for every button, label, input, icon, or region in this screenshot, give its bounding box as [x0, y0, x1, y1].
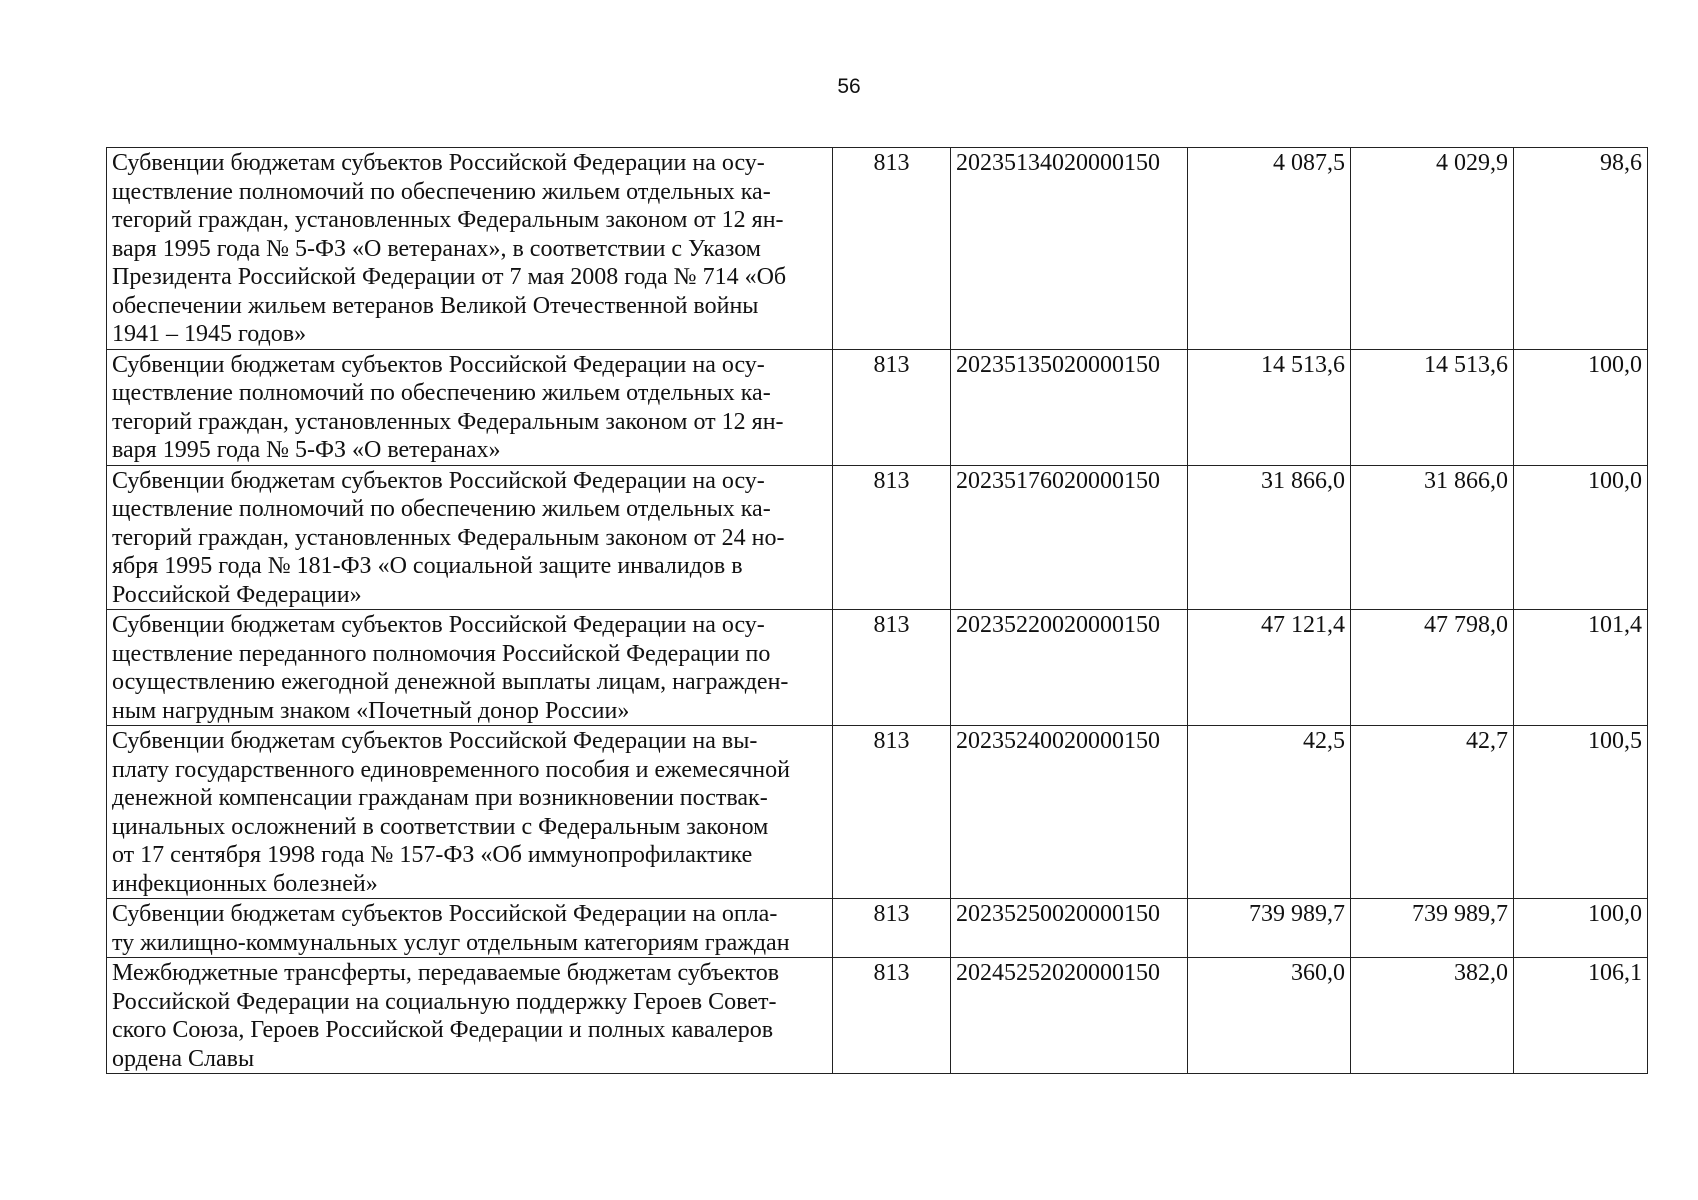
table-body	[107, 148, 1648, 1074]
cell-name-line: ского Союза, Героев Российской Федерации и полных кавалеров	[112, 1017, 774, 1043]
cell-name-line: ту жилищно-коммунальных услуг отдельным категориям граждан	[112, 929, 790, 956]
cell-budget-code: 20235135020000150	[951, 349, 1188, 465]
cell-name-line: тегорий граждан, установленных Федеральным законом от 24 но-	[112, 524, 785, 551]
cell-name-line: обеспечении жильем ветеранов Великой Отечественной войны	[112, 292, 759, 319]
cell-percent: 98,6	[1514, 148, 1648, 350]
cell-name	[107, 465, 833, 610]
cell-name-line: ществление полномочий по обеспечению жильем отдельных ка-	[112, 380, 771, 406]
table-row	[107, 726, 1648, 899]
cell-fact-amount: 42,7	[1351, 726, 1514, 899]
cell-percent: 100,0	[1514, 349, 1648, 465]
cell-name-line: денежной компенсации гражданам при возникновении поствак-	[112, 785, 768, 811]
cell-name	[107, 726, 833, 899]
cell-name-line: варя 1995 года № 5-ФЗ «О ветеранах»	[112, 437, 501, 463]
table-row	[107, 958, 1648, 1074]
cell-admin-code: 813	[833, 610, 951, 726]
cell-name-line: Российской Федерации на социальную поддержку Героев Совет-	[112, 988, 777, 1015]
cell-name-line: плату государственного единовременного пособия и ежемесячной	[112, 756, 790, 783]
cell-fact-amount: 739 989,7	[1351, 899, 1514, 958]
cell-name-line: ным нагрудным знаком «Почетный донор России»	[112, 697, 630, 724]
table-row	[107, 465, 1648, 610]
table-row	[107, 349, 1648, 465]
cell-name-line: ществление полномочий по обеспечению жильем отдельных ка-	[112, 178, 771, 205]
cell-name-line: цинальных осложнений в соответствии с Федеральным законом	[112, 813, 769, 840]
cell-fact-amount: 382,0	[1351, 958, 1514, 1074]
cell-budget-code: 20235134020000150	[951, 148, 1188, 350]
cell-percent: 101,4	[1514, 610, 1648, 726]
cell-name-line: ществление переданного полномочия Российской Федерации по	[112, 640, 771, 667]
cell-admin-code: 813	[833, 726, 951, 899]
cell-name	[107, 349, 833, 465]
cell-name-line: Субвенции бюджетам субъектов Российской Федерации на опла-	[112, 901, 778, 927]
cell-name-line: от 17 сентября 1998 года № 157-ФЗ «Об иммунопрофилактике	[112, 842, 753, 868]
cell-admin-code: 813	[833, 349, 951, 465]
cell-name-line: ября 1995 года № 181-ФЗ «О социальной защите инвалидов в	[112, 553, 743, 579]
cell-name-line: Субвенции бюджетам субъектов Российской Федерации на осу-	[112, 150, 765, 176]
cell-name	[107, 148, 833, 350]
cell-name-line: Субвенции бюджетам субъектов Российской Федерации на осу-	[112, 612, 765, 638]
cell-name-line: инфекционных болезней»	[112, 870, 378, 897]
cell-budget-code: 20235220020000150	[951, 610, 1188, 726]
cell-name-line: ордена Славы	[112, 1045, 255, 1072]
cell-name-line: варя 1995 года № 5-ФЗ «О ветеранах», в соответствии с Указом	[112, 235, 761, 262]
cell-percent: 106,1	[1514, 958, 1648, 1074]
cell-name-line: Субвенции бюджетам субъектов Российской Федерации на осу-	[112, 351, 765, 378]
cell-plan-amount: 739 989,7	[1188, 899, 1351, 958]
cell-plan-amount: 360,0	[1188, 958, 1351, 1074]
cell-budget-code: 20235176020000150	[951, 465, 1188, 610]
table-row	[107, 610, 1648, 726]
cell-plan-amount: 4 087,5	[1188, 148, 1351, 350]
cell-admin-code: 813	[833, 148, 951, 350]
cell-plan-amount: 31 866,0	[1188, 465, 1351, 610]
cell-name	[107, 899, 833, 958]
cell-budget-code: 20235250020000150	[951, 899, 1188, 958]
cell-name-line: тегорий граждан, установленных Федеральным законом от 12 ян-	[112, 408, 784, 435]
cell-fact-amount: 47 798,0	[1351, 610, 1514, 726]
cell-budget-code: 20245252020000150	[951, 958, 1188, 1074]
cell-name	[107, 610, 833, 726]
cell-admin-code: 813	[833, 899, 951, 958]
cell-name-line: Субвенции бюджетам субъектов Российской Федерации на осу-	[112, 467, 765, 494]
budget-table	[106, 147, 1648, 1074]
cell-name-line: Межбюджетные трансферты, передаваемые бюджетам субъектов	[112, 960, 780, 986]
cell-plan-amount: 47 121,4	[1188, 610, 1351, 726]
cell-fact-amount: 4 029,9	[1351, 148, 1514, 350]
table-row	[107, 899, 1648, 958]
cell-name-line: тегорий граждан, установленных Федеральным законом от 12 ян-	[112, 207, 784, 233]
cell-name-line: Российской Федерации»	[112, 581, 362, 608]
cell-fact-amount: 14 513,6	[1351, 349, 1514, 465]
cell-plan-amount: 14 513,6	[1188, 349, 1351, 465]
cell-name	[107, 958, 833, 1074]
table-row	[107, 148, 1648, 350]
cell-admin-code: 813	[833, 465, 951, 610]
cell-name-line: Субвенции бюджетам субъектов Российской Федерации на вы-	[112, 728, 758, 754]
cell-budget-code: 20235240020000150	[951, 726, 1188, 899]
cell-name-line: осуществлению ежегодной денежной выплаты лицам, награжден-	[112, 669, 789, 695]
cell-admin-code: 813	[833, 958, 951, 1074]
cell-name-line: Президента Российской Федерации от 7 мая 2008 года № 714 «Об	[112, 264, 787, 290]
cell-name-line: ществление полномочий по обеспечению жильем отдельных ка-	[112, 496, 771, 522]
cell-fact-amount: 31 866,0	[1351, 465, 1514, 610]
cell-plan-amount: 42,5	[1188, 726, 1351, 899]
cell-percent: 100,0	[1514, 899, 1648, 958]
page-number: 56	[837, 75, 861, 98]
cell-name-line: 1941 – 1945 годов»	[112, 321, 307, 347]
cell-percent: 100,0	[1514, 465, 1648, 610]
cell-percent: 100,5	[1514, 726, 1648, 899]
